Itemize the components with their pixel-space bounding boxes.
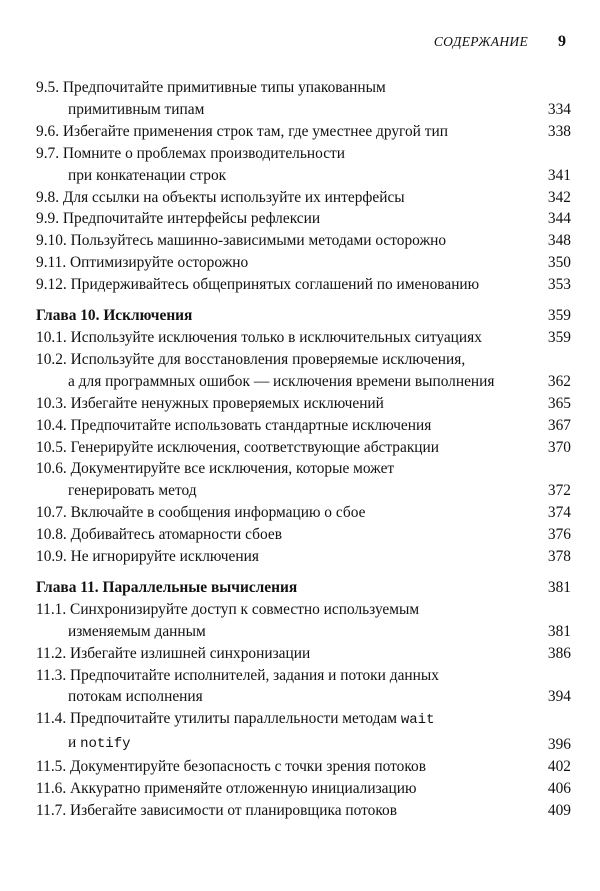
toc-entry-title — [36, 643, 571, 665]
toc-page-number: 402 — [547, 758, 571, 776]
toc-entry-title-line1: 9.6. Избегайте применения строк там, где уместнее другой тип — [36, 122, 448, 140]
toc-page-number: 381 — [547, 578, 571, 596]
code-term: notify — [80, 736, 131, 753]
toc-entry-title — [36, 756, 571, 778]
toc-page-number: 342 — [547, 188, 571, 206]
toc-chapter-entry — [36, 305, 571, 327]
toc-entry-title — [36, 437, 571, 459]
toc-entry-title-line2 — [36, 99, 523, 121]
toc-entry — [36, 121, 571, 143]
toc-entry-title-line1: 10.1. Используйте исключения только в исключительных ситуациях — [36, 328, 482, 346]
toc-page-number: 334 — [547, 100, 571, 118]
toc-entry-title-line1: 10.8. Добивайтесь атомарности сбоев — [36, 526, 282, 544]
toc-page-number: 359 — [547, 307, 571, 325]
toc-entry-title — [36, 524, 571, 546]
toc-entry-title — [36, 349, 571, 393]
toc-entry — [36, 393, 571, 415]
toc-entry — [36, 415, 571, 437]
toc-entry-title-line2 — [36, 480, 523, 502]
toc-chapter-entry — [36, 577, 571, 599]
toc-entry — [36, 230, 571, 252]
toc-entry-title — [36, 800, 571, 822]
toc-entry-title — [36, 415, 571, 437]
toc-entry — [36, 77, 571, 121]
toc-page-number: 372 — [547, 482, 571, 500]
toc-entry-title-line1: 10.2. Используйте для восстановления проверяемые исключения, — [36, 350, 466, 368]
toc-entry-title-line2-text: и — [68, 734, 81, 752]
toc-entry-title — [36, 274, 571, 296]
toc-entry-title-line2 — [36, 686, 523, 708]
toc-entry — [36, 546, 571, 568]
toc-page-number: 338 — [547, 122, 571, 140]
toc-entry-title-line1: 11.5. Документируйте безопасность с точки зрения потоков — [36, 758, 426, 776]
toc-entry-title — [36, 665, 571, 709]
toc-entry-title — [36, 230, 571, 252]
toc-entry-title — [36, 121, 571, 143]
toc-entry-title-line1: 9.9. Предпочитайте интерфейсы рефлексии — [36, 210, 321, 228]
toc-page-number: 381 — [547, 622, 571, 640]
toc-page-number: 367 — [547, 416, 571, 434]
toc-entry-title-line1: 11.7. Избегайте зависимости от планировщика потоков — [36, 802, 397, 819]
toc-entry-title-line2 — [36, 165, 523, 187]
toc-entry — [36, 778, 571, 800]
toc-entry-title-line1: 11.2. Избегайте излишней синхронизации — [36, 644, 311, 662]
table-of-contents — [36, 77, 571, 822]
toc-entry-title-line1: 10.3. Избегайте ненужных проверяемых исключений — [36, 394, 384, 412]
toc-page-number: 406 — [547, 780, 571, 798]
toc-entry — [36, 800, 571, 822]
toc-entry — [36, 187, 571, 209]
toc-entry-title-line2-text: изменяемым данным — [68, 622, 206, 640]
toc-entry-title-line1: 9.5. Предпочитайте примитивные типы упакованным — [36, 79, 386, 96]
toc-entry-title — [36, 305, 571, 327]
toc-page-number: 359 — [547, 328, 571, 346]
toc-entry-title-line1: 9.10. Пользуйтесь машинно-зависимыми методами осторожно — [36, 232, 447, 250]
toc-entry-title-line1: 10.5. Генерируйте исключения, соответствующие абстракции — [36, 438, 440, 456]
toc-entry-title-line1: 10.7. Включайте в сообщения информацию о сбое — [36, 504, 366, 522]
toc-entry-title-line1: 10.4. Предпочитайте использовать стандартные исключения — [36, 416, 432, 434]
toc-entry-title — [36, 778, 571, 800]
toc-page-number: 362 — [547, 372, 571, 390]
running-header-section: СОДЕРЖАНИЕ — [433, 34, 528, 49]
toc-entry-title — [36, 187, 571, 209]
toc-entry-title-line2 — [36, 371, 523, 393]
toc-entry-title-line2 — [36, 621, 523, 643]
toc-entry-title-line1: 10.9. Не игнорируйте исключения — [36, 548, 259, 566]
toc-page-number: 344 — [547, 210, 571, 228]
toc-entry-title-line1: Глава 10. Исключения — [36, 307, 193, 325]
toc-entry-title-line2-text: примитивным типам — [68, 100, 205, 118]
toc-entry — [36, 252, 571, 274]
toc-entry-title-line1: 11.3. Предпочитайте исполнителей, задания и потоки данных — [36, 666, 439, 684]
toc-entry-title-line2 — [36, 732, 523, 756]
toc-page-number: 348 — [547, 232, 571, 250]
toc-entry-title-line1: 10.6. Документируйте все исключения, которые может — [36, 460, 395, 478]
code-term: wait — [400, 712, 435, 729]
toc-entry-title-line2-text: а для программных ошибок — исключения времени выполнения — [68, 372, 495, 390]
toc-entry-title — [36, 77, 571, 121]
toc-page-number: 386 — [547, 644, 571, 662]
toc-entry-title — [36, 327, 571, 349]
toc-entry — [36, 643, 571, 665]
toc-page-number: 378 — [547, 548, 571, 566]
toc-entry — [36, 274, 571, 296]
toc-entry-title-line2-text: потокам исполнения — [68, 688, 203, 706]
toc-entry-title — [36, 143, 571, 187]
toc-entry-title-line1: 11.1. Синхронизируйте доступ к совместно используемым — [36, 600, 420, 618]
toc-entry-title — [36, 458, 571, 502]
toc-page-number: 365 — [547, 394, 571, 412]
toc-entry-title-line1: 11.6. Аккуратно применяйте отложенную инициализацию — [36, 780, 417, 798]
toc-entry — [36, 143, 571, 187]
toc-entry-title — [36, 546, 571, 568]
toc-page-number: 353 — [547, 276, 571, 294]
toc-entry-title — [36, 208, 571, 230]
toc-entry-title-line1: 9.12. Придерживайтесь общепринятых соглашений по именованию — [36, 276, 480, 294]
toc-page-number: 394 — [547, 688, 571, 706]
toc-entry-title-line1: 9.7. Помните о проблемах производительности — [36, 144, 345, 162]
toc-entry — [36, 458, 571, 502]
toc-entry — [36, 708, 571, 756]
toc-entry — [36, 437, 571, 459]
toc-entry-title-line1: 9.11. Оптимизируйте осторожно — [36, 254, 249, 272]
toc-entry — [36, 665, 571, 709]
toc-entry-title — [36, 577, 571, 599]
toc-entry-title-line1: 11.4. Предпочитайте утилиты параллельности методам — [36, 710, 401, 728]
toc-entry-title — [36, 599, 571, 643]
toc-page-number: 374 — [547, 504, 571, 522]
toc-entry — [36, 327, 571, 349]
toc-page-number: 341 — [547, 166, 571, 184]
toc-entry-title — [36, 252, 571, 274]
toc-entry — [36, 599, 571, 643]
running-header — [434, 33, 566, 51]
toc-page-number: 370 — [547, 438, 571, 456]
page-number: 9 — [558, 33, 566, 50]
toc-entry-title — [36, 393, 571, 415]
toc-entry — [36, 208, 571, 230]
toc-entry-title — [36, 502, 571, 524]
toc-page-number: 409 — [547, 802, 571, 819]
toc-entry-title-line1: Глава 11. Параллельные вычисления — [36, 578, 298, 596]
toc-page-number: 396 — [547, 736, 571, 754]
toc-entry-title — [36, 708, 571, 756]
toc-page-number: 376 — [547, 526, 571, 544]
toc-entry — [36, 349, 571, 393]
toc-entry-title-line2-text: генерировать метод — [68, 482, 197, 500]
toc-entry-title-line2-text: при конкатенации строк — [68, 166, 227, 184]
toc-entry — [36, 502, 571, 524]
toc-entry — [36, 524, 571, 546]
toc-entry — [36, 756, 571, 778]
toc-entry-title-line1: 9.8. Для ссылки на объекты используйте их интерфейсы — [36, 188, 405, 206]
toc-page-number: 350 — [547, 254, 571, 272]
